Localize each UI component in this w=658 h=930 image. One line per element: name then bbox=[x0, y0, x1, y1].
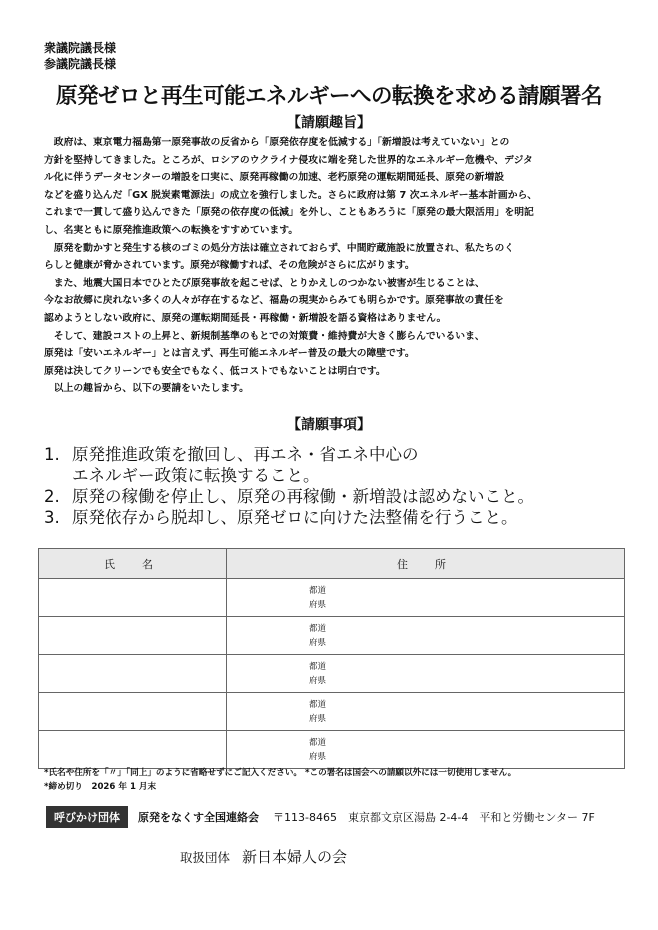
prefecture-label: 府県 bbox=[309, 599, 327, 610]
purpose-line: 以上の趣旨から、以下の要請をいたします。 bbox=[44, 383, 249, 395]
purpose-line: 原発は「安いエネルギー」とは言えず、再生可能エネルギー普及の最大の障壁です。 bbox=[44, 348, 415, 360]
address-cell[interactable] bbox=[227, 655, 625, 693]
prefecture-label: 都道 bbox=[309, 699, 327, 710]
request-item bbox=[44, 507, 624, 528]
purpose-line: らしと健康が脅かされています。原発が稼働すれば、その危険がさらに広がります。 bbox=[44, 260, 415, 272]
purpose-line: し、名実ともに原発推進政策への転換をすすめています。 bbox=[44, 224, 299, 236]
organizer-label: 呼びかけ団体 bbox=[46, 806, 128, 828]
address-cell[interactable] bbox=[227, 731, 625, 769]
purpose-line: そして、建設コストの上昇と、新規制基準のもとでの対策費・維持費が大きく膨らんでいるいま、 bbox=[44, 330, 485, 342]
petition-title: 原発ゼロと再生可能エネルギーへの転換を求める請願署名 bbox=[55, 84, 602, 109]
organizer-name: 原発をなくす全国連絡会 bbox=[138, 811, 259, 824]
name-cell[interactable] bbox=[39, 693, 227, 731]
address-cell[interactable] bbox=[227, 617, 625, 655]
footnotes bbox=[44, 766, 516, 794]
purpose-line: 政府は、東京電力福島第一原発事故の反省から「原発依存度を低減する」「新増設は考えていない」との bbox=[44, 137, 510, 148]
prefecture-label: 都道 bbox=[309, 585, 327, 596]
prefecture-label: 都道 bbox=[309, 661, 327, 672]
organizer-address: 〒113-8465 東京都文京区湯島 2-4-4 平和と労働センター 7F bbox=[273, 811, 595, 824]
purpose-line: これまで一貫して盛り込んできた「原発の依存度の低減」を外し、こともあろうに「原発の最大限活用」を明記 bbox=[44, 207, 534, 219]
prefecture-label: 府県 bbox=[309, 637, 327, 648]
addressee-house-of-representatives: 衆議院議長様 bbox=[44, 41, 117, 55]
signature-table bbox=[38, 548, 625, 769]
prefecture-label: 府県 bbox=[309, 675, 327, 686]
name-cell[interactable] bbox=[39, 579, 227, 617]
name-cell[interactable] bbox=[39, 617, 227, 655]
organizer-bar bbox=[46, 806, 595, 828]
prefecture-label: 都道 bbox=[309, 623, 327, 634]
purpose-line: 今なお故郷に戻れない多くの人々が存在するなど、福島の現実からみても明らかです。原発事故の責任を bbox=[44, 295, 504, 307]
purpose-line: などを盛り込んだ「GX 脱炭素電源法」の成立を強行しました。さらに政府は第 7 次エネルギー基本計画から、 bbox=[44, 189, 538, 201]
request-text: 原発依存から脱却し、原発ゼロに向けた法整備を行うこと。 bbox=[72, 508, 518, 527]
purpose-line: 原発は決してクリーンでも安全でもなく、低コストでもないことは明白です。 bbox=[44, 365, 386, 377]
requests-heading: 【請願事項】 bbox=[287, 417, 371, 433]
handler-name: 新日本婦人の会 bbox=[242, 848, 348, 866]
signature-row bbox=[39, 579, 625, 617]
handling-organization bbox=[180, 846, 347, 867]
purpose-text bbox=[44, 134, 622, 398]
footnote-deadline: *締め切り 2026 年 1 月末 bbox=[44, 782, 157, 792]
signature-table-header bbox=[39, 549, 625, 579]
request-item bbox=[44, 444, 624, 465]
addressees bbox=[44, 40, 116, 72]
request-text: 原発推進政策を撤回し、再エネ・省エネ中心の bbox=[72, 445, 419, 464]
name-cell[interactable] bbox=[39, 655, 227, 693]
purpose-line: ル化に伴うデータセンターの増設を口実に、原発再稼働の加速、老朽原発の運転期間延長、原発の新増設 bbox=[44, 172, 505, 184]
prefecture-label: 府県 bbox=[309, 751, 327, 762]
handler-label: 取扱団体 bbox=[180, 850, 231, 865]
request-text: 原発の稼働を停止し、原発の再稼働・新増設は認めないこと。 bbox=[72, 487, 534, 506]
address-column-header: 住 所 bbox=[227, 549, 625, 579]
signature-row bbox=[39, 617, 625, 655]
purpose-line: 認めようとしない政府に、原発の運転期間延長・再稼働・新増設を語る資格はありません。 bbox=[44, 312, 447, 324]
request-text-continued: エネルギー政策に転換すること。 bbox=[72, 466, 320, 485]
signature-row bbox=[39, 693, 625, 731]
purpose-heading: 【請願趣旨】 bbox=[287, 115, 371, 131]
purpose-line: また、地震大国日本でひとたび原発事故を起こせば、とりかえしのつかない被害が生じることは、 bbox=[44, 277, 485, 289]
prefecture-label: 都道 bbox=[309, 737, 327, 748]
addressee-house-of-councillors: 参議院議長様 bbox=[44, 57, 117, 71]
address-cell[interactable] bbox=[227, 579, 625, 617]
request-number: 1. bbox=[44, 445, 60, 464]
purpose-line: 方針を堅持してきました。ところが、ロシアのウクライナ侵攻に端を発した世界的なエネルギー危機や、デジタ bbox=[44, 154, 533, 166]
footnote-instructions: *氏名や住所を「〃」「同上」のように省略せずにご記入ください。 *この署名は国会への請願以外には一切使用しません。 bbox=[44, 768, 517, 778]
request-number: 2. bbox=[44, 487, 60, 506]
address-cell[interactable] bbox=[227, 693, 625, 731]
signature-row bbox=[39, 655, 625, 693]
request-item bbox=[44, 486, 624, 507]
request-number: 3. bbox=[44, 508, 60, 527]
request-list bbox=[44, 444, 624, 528]
signature-row bbox=[39, 731, 625, 769]
prefecture-label: 府県 bbox=[309, 713, 327, 724]
name-column-header: 氏 名 bbox=[39, 549, 227, 579]
purpose-line: 原発を動かすと発生する核のゴミの処分方法は確立されておらず、中間貯蔵施設に放置され、私たちのく bbox=[44, 242, 515, 254]
name-cell[interactable] bbox=[39, 731, 227, 769]
